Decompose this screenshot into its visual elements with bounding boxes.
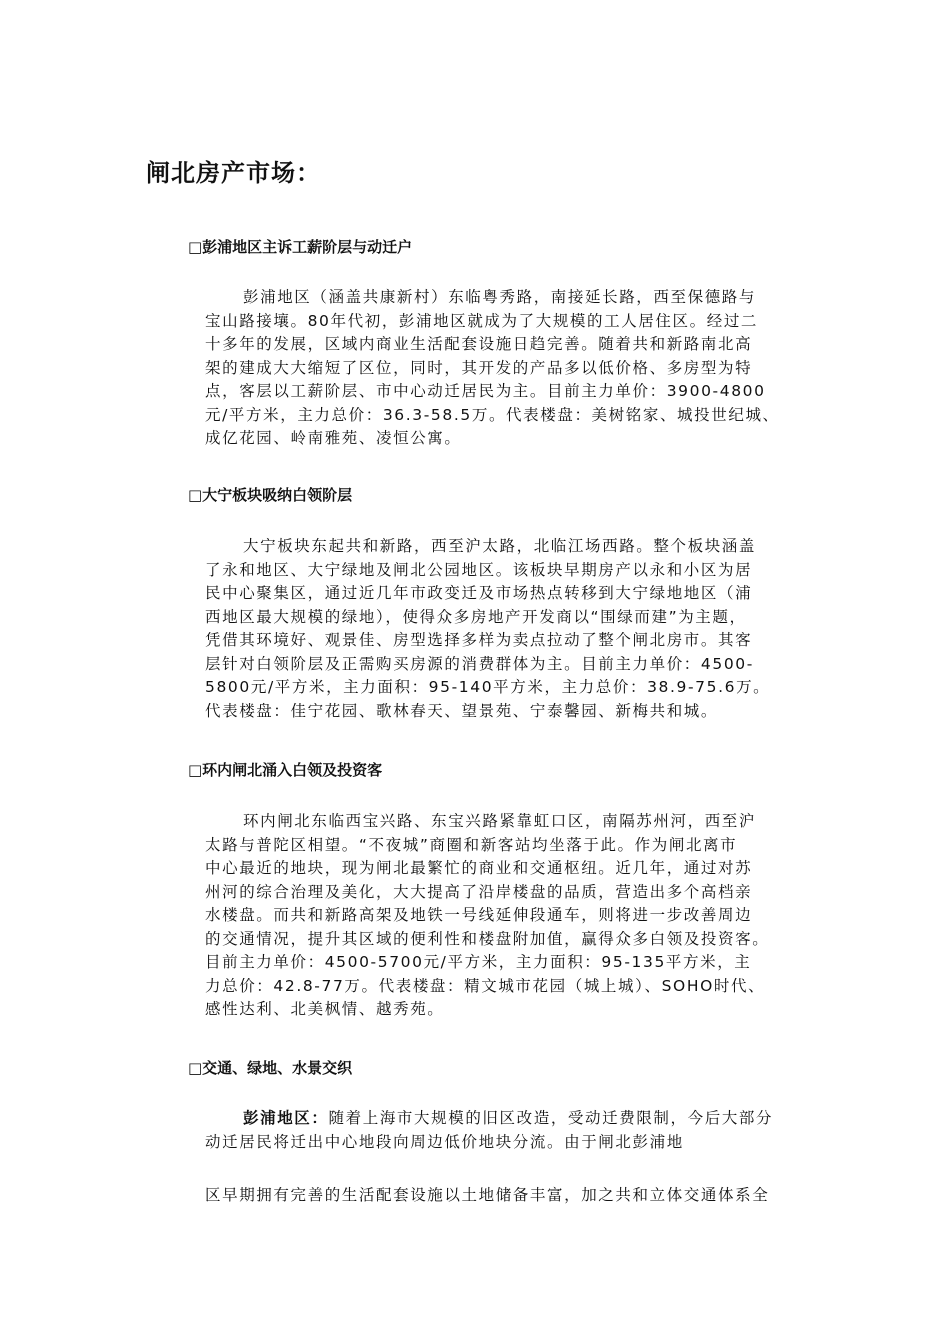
paragraph-transport-continued	[205, 1184, 815, 1208]
paragraph-line: 太路与普陀区相望。“不夜城”商圈和新客站均坐落于此。作为闸北离市	[205, 835, 738, 854]
paragraph-line: 层针对白领阶层及正需购买房源的消费群体为主。目前主力单价：4500-	[205, 654, 754, 673]
paragraph-line	[205, 1107, 815, 1131]
paragraph-line: 架的建成大大缩短了区位，同时，其开发的产品多以低价格、多房型为特	[205, 358, 753, 377]
paragraph-line: 彭浦地区（涵盖共康新村）东临粤秀路，南接延长路，西至保德路与	[243, 288, 757, 306]
section-heading-inner-ring: □环内闸北涌入白领及投资客	[188, 761, 383, 779]
paragraph-line: 了永和地区、大宁绿地及闸北公园地区。该板块早期房产以永和小区为居	[205, 560, 753, 579]
paragraph-line: 的交通情况，提升其区域的便利性和楼盘附加值，赢得众多白领及投资客。	[205, 929, 770, 948]
paragraph-line: 动迁居民将迁出中心地段向周边低价地块分流。由于闸北彭浦地	[205, 1132, 684, 1151]
paragraph-line: 力总价：42.8-77万。代表楼盘：精文城市花园（城上城）、SOHO时代、	[205, 976, 766, 995]
paragraph-line: 凭借其环境好、观景佳、房型选择多样为卖点拉动了整个闸北房市。其客	[205, 631, 753, 649]
paragraph-line: 区早期拥有完善的生活配套设施以土地储备丰富，加之共和立体交通体系全	[205, 1186, 770, 1204]
paragraph-line: 目前主力单价：4500-5700元/平方米，主力面积：95-135平方米，主	[205, 953, 752, 971]
paragraph-line: 宝山路接壤。80年代初，彭浦地区就成为了大规模的工人居住区。经过二	[205, 311, 759, 330]
paragraph-pengpu	[205, 286, 815, 451]
paragraph-transport	[205, 1107, 815, 1154]
paragraph-line: 感性达利、北美枫情、越秀苑。	[205, 1000, 445, 1018]
paragraph-lead: 彭浦地区：	[243, 1109, 329, 1127]
paragraph-line: 元/平方米，主力总价：36.3-58.5万。代表楼盘：美树铭家、城投世纪城、	[205, 405, 780, 424]
paragraph-line: 州河的综合治理及美化，大大提高了沿岸楼盘的品质，营造出多个高档亲	[205, 882, 753, 901]
paragraph-line: 中心最近的地块，现为闸北最繁忙的商业和交通枢纽。近几年，通过对苏	[205, 859, 753, 877]
paragraph-daning	[205, 535, 815, 723]
paragraph-line: 代表楼盘：佳宁花园、歌林春天、望景苑、宁泰馨园、新梅共和城。	[205, 701, 719, 720]
paragraph-line: 西地区最大规模的绿地），使得众多房地产开发商以“围绿而建”为主题，	[205, 607, 747, 626]
paragraph-inner-ring	[205, 810, 815, 1022]
paragraph-line: 5800元/平方米，主力面积：95-140平方米，主力总价：38.9-75.6万。	[205, 678, 771, 696]
paragraph-line: 水楼盘。而共和新路高架及地铁一号线延伸段通车，则将进一步改善周边	[205, 906, 753, 924]
paragraph-line: 成亿花园、岭南雅苑、凌恒公寓。	[205, 429, 462, 447]
page-title: 闸北房产市场：	[146, 159, 321, 187]
paragraph-line: 十多年的发展，区域内商业生活配套设施日趋完善。随着共和新路南北高	[205, 335, 753, 353]
paragraph-line: 大宁板块东起共和新路，西至沪太路，北临江场西路。整个板块涵盖	[243, 537, 757, 555]
paragraph-text: 随着上海市大规模的旧区改造，受动迁费限制，今后大部分	[328, 1109, 774, 1127]
paragraph-line: 环内闸北东临西宝兴路、东宝兴路紧靠虹口区，南隔苏州河，西至沪	[243, 812, 757, 830]
paragraph-line: 民中心聚集区，通过近几年市政变迁及市场热点转移到大宁绿地地区（浦	[205, 584, 753, 602]
paragraph-line: 点，客层以工薪阶层、市中心动迁居民为主。目前主力单价：3900-4800	[205, 382, 766, 400]
section-heading-transport: □交通、绿地、水景交织	[188, 1059, 353, 1077]
section-heading-pengpu: □彭浦地区主诉工薪阶层与动迁户	[188, 238, 413, 256]
section-heading-daning: □大宁板块吸纳白领阶层	[188, 486, 353, 504]
